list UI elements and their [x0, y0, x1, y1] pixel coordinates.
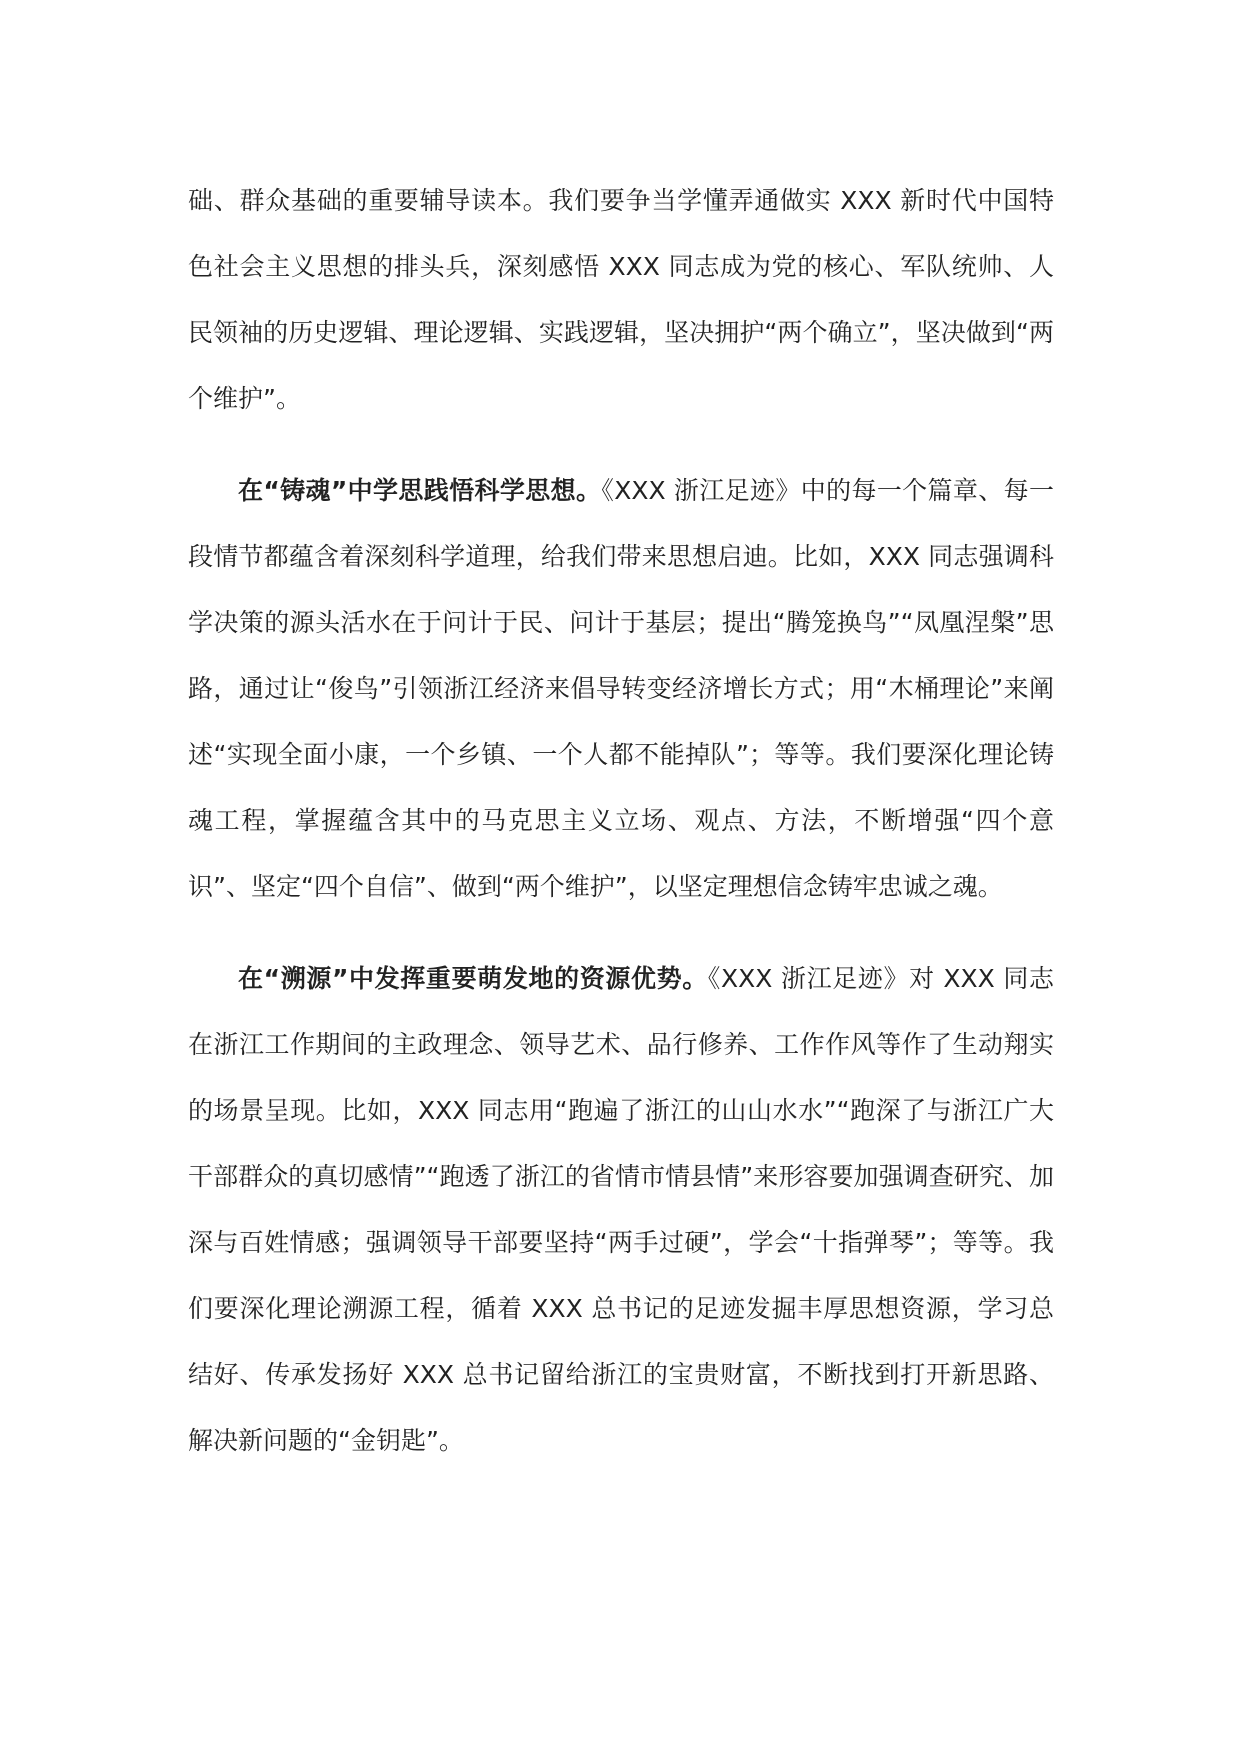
paragraph-1-text: 础、群众基础的重要辅导读本。我们要争当学懂弄通做实 XXX 新时代中国特色社会主义思想的排头兵，深刻感悟 XXX 同志成为党的核心、军队统帅、人民领袖的历史逻辑、理论逻辑、实践逻辑，坚决拥护“两个确立”，坚决做到“两个维护”。: [188, 186, 1054, 413]
paragraph-3: [188, 946, 1054, 1474]
document-body: [188, 168, 1054, 1474]
paragraph-1: [188, 168, 1054, 432]
paragraph-3-text: 《XXX 浙江足迹》对 XXX 同志在浙江工作期间的主政理念、领导艺术、品行修养、工作作风等作了生动翔实的场景呈现。比如，XXX 同志用“跑遍了浙江的山山水水”“跑深了与浙江广大干部群众的真切感情”“跑透了浙江的省情市情县情”来形容要加强调查研究、加深与百姓情感；强调领导干部要坚持“两手过硬”，学会“十指弹琴”；等等。我们要深化理论溯源工程，循着 XXX 总书记的足迹发掘丰厚思想资源，学习总结好、传承发扬好 XXX 总书记留给浙江的宝贵财富，不断找到打开新思路、解决新问题的“金钥匙”。: [188, 964, 1054, 1455]
paragraph-2-heading: 在“铸魂”中学思践悟科学思想。: [238, 476, 602, 505]
paragraph-2-text: 《XXX 浙江足迹》中的每一个篇章、每一段情节都蕴含着深刻科学道理，给我们带来思想启迪。比如，XXX 同志强调科学决策的源头活水在于问计于民、问计于基层；提出“腾笼换鸟”“凤凰涅槃”思路，通过让“俊鸟”引领浙江经济来倡导转变经济增长方式；用“木桶理论”来阐述“实现全面小康，一个乡镇、一个人都不能掉队”；等等。我们要深化理论铸魂工程，掌握蕴含其中的马克思主义立场、观点、方法，不断增强“四个意识”、坚定“四个自信”、做到“两个维护”，以坚定理想信念铸牢忠诚之魂。: [188, 476, 1055, 901]
paragraph-2: [188, 458, 1054, 920]
paragraph-3-heading: 在“溯源”中发挥重要萌发地的资源优势。: [238, 964, 708, 993]
